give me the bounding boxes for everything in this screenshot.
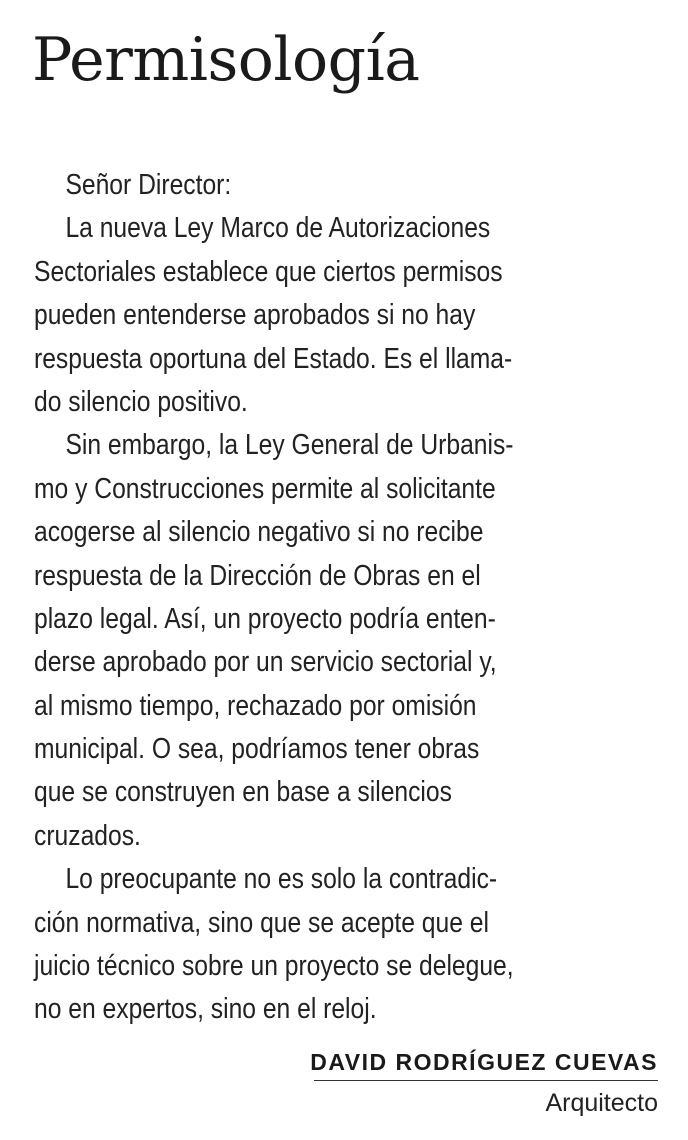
paragraph-2-line: derse aprobado por un servicio sectorial y,	[34, 646, 497, 679]
paragraph-2-line: acogerse al silencio negativo si no recibe	[34, 516, 484, 549]
paragraph-2-line: Sin embargo, la Ley General de Urbanis-	[65, 429, 514, 462]
signature-divider	[314, 1080, 658, 1081]
paragraph-1-line: pueden entenderse aprobados si no hay	[34, 299, 476, 332]
paragraph-2-line: plazo legal. Así, un proyecto podría enten-	[34, 602, 496, 635]
paragraph-2-line: cruzados.	[34, 819, 141, 852]
salutation-line: Señor Director:	[65, 169, 232, 201]
paragraph-2-line: al mismo tiempo, rechazado por omisión	[34, 689, 477, 722]
paragraph-3-line: Lo preocupante no es solo la contradic-	[65, 863, 498, 896]
paragraph-1-line: La nueva Ley Marco de Autorizaciones	[65, 212, 491, 245]
paragraph-2-line: que se construyen en base a silencios	[34, 776, 452, 809]
paragraph-2-line: municipal. O sea, podríamos tener obras	[34, 733, 480, 766]
signature-block	[300, 1046, 658, 1121]
paragraph-3-line: no en expertos, sino en el reloj.	[34, 993, 377, 1026]
paragraph-3-line: juicio técnico sobre un proyecto se delegue,	[34, 950, 514, 983]
author-name: DAVID RODRÍGUEZ CUEVAS	[310, 1049, 658, 1075]
letter-body	[34, 164, 654, 1032]
paragraph-2-line: mo y Construcciones permite al solicitante	[34, 472, 496, 505]
paragraph-2-line: respuesta de la Dirección de Obras en el	[34, 559, 481, 592]
headline: Permisología	[32, 25, 420, 95]
paragraph-1-line: Sectoriales establece que ciertos permisos	[34, 255, 503, 288]
paragraph-1-line: respuesta oportuna del Estado. Es el llama-	[34, 342, 513, 375]
author-role: Arquitecto	[545, 1089, 658, 1117]
paragraph-1-line: do silencio positivo.	[34, 385, 248, 418]
paragraph-3-line: ción normativa, sino que se acepte que el	[34, 906, 489, 939]
